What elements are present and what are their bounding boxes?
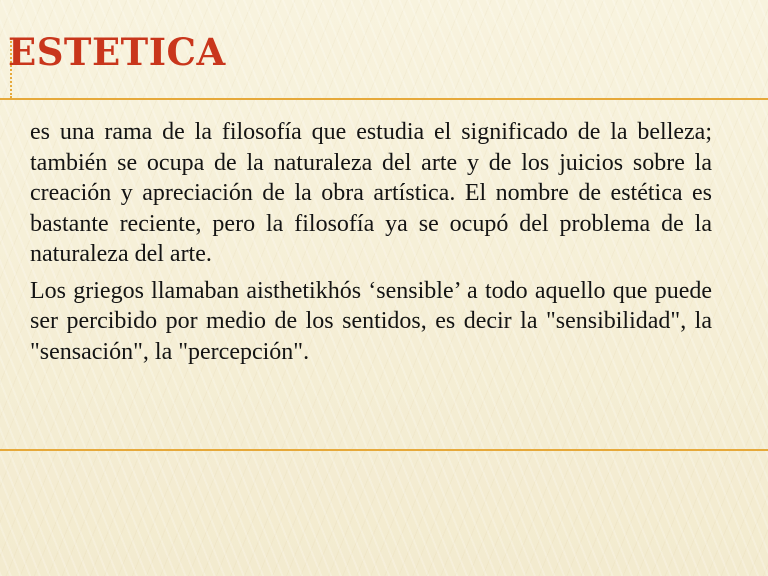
body-paragraph-2: Los griegos llamaban aisthetikhós ‘sensible’ a todo aquello que puede ser percibido por medio de los sentidos, es decir la "sensibilidad", la "sensación", la "percepción". bbox=[30, 277, 712, 365]
slide-title: ESTETICA bbox=[8, 30, 226, 74]
body-paragraph-1: es una rama de la filosofía que estudia el significado de la belleza; también se ocupa de la naturaleza del arte y de los juicios sobre la creación y apreciación de la obra artística. El nombre de estética es bastante reciente, pero la filosofía ya se ocupó del problema de la naturaleza del arte. bbox=[30, 119, 712, 267]
bottom-divider-line bbox=[0, 449, 768, 451]
slide-body bbox=[30, 117, 712, 367]
title-divider-line bbox=[0, 98, 768, 100]
